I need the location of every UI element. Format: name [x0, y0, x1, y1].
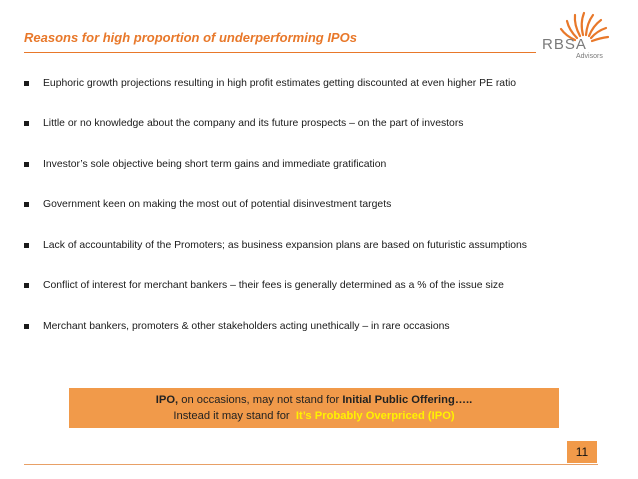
list-item — [22, 104, 618, 145]
bullet-square-icon — [24, 121, 29, 126]
callout-line-1 — [69, 392, 559, 408]
bullet-square-icon — [24, 81, 29, 86]
list-item-text: Merchant bankers, promoters & other stakeholders acting unethically – in rare occasions — [43, 320, 450, 332]
bullet-square-icon — [24, 162, 29, 167]
callout-highlight: It’s Probably Overpriced (IPO) — [295, 410, 455, 422]
list-item — [22, 185, 618, 226]
list-item — [22, 225, 618, 266]
page-number: 11 — [567, 441, 597, 463]
logo-wordmark: RBSA — [542, 36, 587, 53]
list-item-text: Government keen on making the most out of potential disinvestment targets — [43, 199, 392, 211]
list-item-text: Investor’s sole objective being short term gains and immediate gratification — [43, 158, 387, 170]
list-item-text: Euphoric growth projections resulting in high profit estimates getting discounted at even higher PE ratio — [43, 77, 517, 89]
bullet-square-icon — [24, 283, 29, 288]
list-item — [22, 144, 618, 185]
bullet-square-icon — [24, 243, 29, 248]
bullet-square-icon — [24, 202, 29, 207]
list-item-text: Little or no knowledge about the company and its future prospects – on the part of investors — [43, 118, 464, 130]
callout-emphasis: Initial Public Offering….. — [342, 394, 473, 406]
list-item — [22, 306, 618, 347]
reasons-list — [22, 63, 618, 347]
list-item — [22, 266, 618, 307]
logo-subtitle: Advisors — [576, 53, 603, 60]
callout-text: on occasions, may not stand for — [178, 394, 343, 406]
list-item — [22, 63, 618, 104]
list-item-text: Conflict of interest for merchant bankers – their fees is generally determined as a % of the issue size — [43, 280, 504, 292]
callout-line-2 — [69, 408, 559, 424]
callout-ipo-label: IPO, — [155, 394, 179, 406]
footer-divider — [24, 464, 598, 465]
callout-text: Instead it may — [173, 410, 247, 422]
bullet-square-icon — [24, 324, 29, 329]
ipo-callout-box — [69, 388, 559, 428]
callout-text: stand for — [246, 410, 290, 422]
page-title: Reasons for high proportion of underperforming IPOs — [24, 30, 357, 45]
list-item-text: Lack of accountability of the Promoters; as business expansion plans are based on futuristic assumptions — [43, 239, 528, 251]
title-divider — [24, 52, 536, 53]
